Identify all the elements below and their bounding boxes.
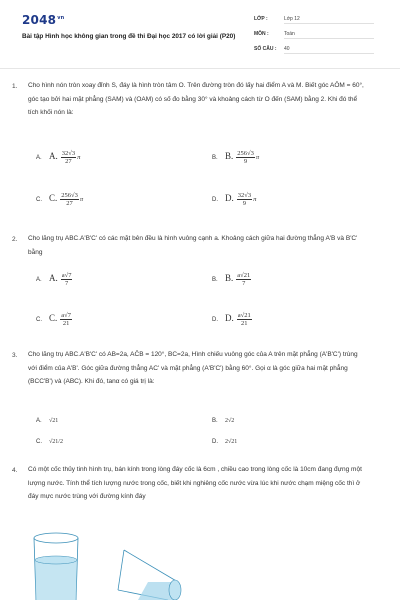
question-text: Cho lăng trụ ABC.A'B'C' có AB=2a, AĈB = 120°, BC=2a, Hình chiếu vuông góc của A trên mặt phẳng (A'B'C') trùng với điểm của A'B'. Góc giữa đường thẳng AC' và mặt phẳng (A'B'C') bằng 60°. Gọi α là góc giữa hai mặt phẳng (BCC'B') và (ABC). Khi đó, tanα có giá trị là: (28, 351, 358, 385)
question-number: 1. (12, 83, 18, 90)
subject-value: Toán (284, 31, 374, 39)
option-letter: B. (212, 418, 218, 424)
option-a[interactable] (36, 418, 58, 424)
fraction-denominator: 9 (242, 200, 247, 207)
option-d[interactable] (212, 439, 237, 445)
fraction-numerator: a√21 (237, 312, 251, 319)
option-letter: C. (36, 317, 42, 324)
pi-symbol: π (253, 196, 257, 203)
option-d[interactable] (212, 312, 252, 327)
meta-count (254, 46, 374, 54)
fraction-denominator: 27 (66, 200, 73, 207)
option-value: √21 (49, 418, 59, 424)
option-fraction (61, 150, 76, 165)
question-number: 4. (12, 467, 18, 474)
class-label: LỚP : (254, 16, 268, 22)
fraction-numerator: 256√3 (237, 150, 254, 157)
option-letter: B. (212, 155, 218, 162)
count-value: 40 (284, 46, 374, 54)
pi-symbol: π (79, 196, 84, 203)
option-b[interactable] (212, 418, 234, 424)
option-label: C. (49, 193, 58, 204)
meta-class (254, 16, 374, 24)
question-text: Cho hình nón tròn xoay đỉnh S, đáy là hình tròn tâm O. Trên đường tròn đó lấy hai điểm A và M. Biết góc AÔM = 60°, góc tạo bởi hai mặt phẳng (SAM) và (OAM) có số đo bằng 30° và khoảng cách từ O đến (SAM) bằng 2. Khi đó thể tích khối nón là: (28, 82, 364, 116)
option-b[interactable] (212, 150, 259, 165)
fraction-numerator: 256√3 (61, 192, 78, 199)
option-letter: A. (36, 418, 42, 424)
fraction-numerator: a√7 (61, 312, 71, 319)
fraction-numerator: 32√3 (61, 150, 76, 157)
option-fraction (60, 312, 72, 327)
option-letter: B. (212, 277, 218, 284)
option-a[interactable] (36, 150, 80, 165)
upright-glass-icon (34, 533, 78, 600)
option-c[interactable] (36, 439, 63, 445)
option-fraction (237, 312, 252, 327)
option-label: A. (49, 151, 58, 162)
meta-subject (254, 31, 374, 39)
option-label: A. (49, 273, 58, 284)
fraction-numerator: a√7 (61, 272, 72, 279)
option-label: B. (225, 151, 234, 162)
option-letter: D. (212, 439, 218, 445)
fraction-numerator: a√21 (237, 272, 251, 279)
site-logo[interactable] (22, 13, 64, 27)
subject-label: MÔN : (254, 31, 269, 37)
option-fraction (236, 150, 255, 165)
fraction-denominator: 7 (242, 280, 246, 287)
document-title: Bài tập Hình học không gian trong đề thi Đại học 2017 có lời giải (P20) (22, 33, 236, 40)
option-value: 2√21 (225, 439, 238, 445)
fraction-denominator: 21 (240, 320, 248, 327)
option-value: 2√2 (225, 418, 235, 424)
header-divider (0, 68, 400, 69)
question-number: 3. (12, 352, 18, 359)
option-fraction (236, 272, 251, 287)
page-header (0, 0, 400, 68)
option-letter: D. (212, 197, 218, 204)
option-fraction (61, 272, 73, 287)
fraction-denominator: 21 (62, 320, 70, 327)
logo-text: 2048 (22, 13, 57, 27)
option-c[interactable] (36, 312, 72, 327)
fraction-denominator: 9 (243, 158, 248, 165)
pi-symbol: π (255, 154, 260, 161)
glass-illustration (28, 520, 228, 600)
option-a[interactable] (36, 272, 72, 287)
pi-symbol: π (77, 154, 81, 161)
option-letter: C. (36, 197, 42, 204)
question-text: Có một cốc thủy tinh hình trụ, bán kính trong lòng đáy cốc là 6cm , chiều cao trong lòng cốc là 10cm đang đựng một lượng nước. Tính thể tích lượng nước trong cốc, biết khi nghiêng cốc nước vừa lúc khi nước chạm miệng cốc thì ở đáy mực nước trùng với đường kính đáy (28, 466, 362, 500)
option-letter: C. (36, 439, 42, 445)
option-d[interactable] (212, 192, 256, 207)
fraction-denominator: 7 (64, 280, 69, 287)
option-letter: A. (36, 277, 42, 284)
tilted-glass-icon (118, 550, 181, 600)
count-label: SỐ CÂU : (254, 46, 277, 52)
fraction-numerator: 32√3 (237, 192, 252, 199)
option-letter: A. (36, 155, 42, 162)
question-text: Cho lăng trụ ABC.A'B'C' có các mặt bên đều là hình vuông cạnh a. Khoảng cách giữa hai đường thẳng A'B và B'C' bằng (28, 235, 358, 256)
class-value: Lớp 12 (284, 16, 374, 24)
option-fraction (60, 192, 79, 207)
option-label: D. (225, 313, 234, 324)
option-b[interactable] (212, 272, 251, 287)
option-label: D. (225, 193, 234, 204)
option-letter: D. (212, 317, 218, 324)
logo-suffix: vn (57, 15, 65, 21)
option-label: B. (225, 273, 234, 284)
option-c[interactable] (36, 192, 83, 207)
question-number: 2. (12, 236, 18, 243)
option-label: C. (49, 313, 58, 324)
option-fraction (237, 192, 252, 207)
option-value: √21/2 (49, 439, 63, 445)
fraction-denominator: 27 (65, 158, 72, 165)
